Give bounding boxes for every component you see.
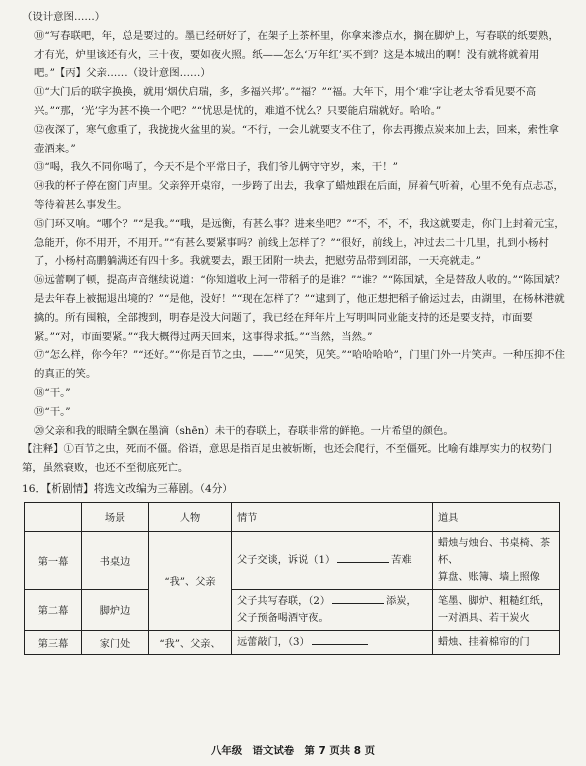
page-footer: 八年级 语文试卷 第 7 页共 8 页 xyxy=(210,745,375,757)
plot-line-2: 父子预备喝酒守夜。 xyxy=(237,612,329,624)
plot-text: 远蕾敲门，（3） xyxy=(237,636,310,648)
paragraph-11: ⑪“大门后的联字换换，就用‘烟伏启瑞，多，多福兴邦’。”“福？”“福。大年下，用个‘难’字让老太爷看见要不高兴。”“那，‘光’字为甚不换一个吧？”“忧思是忧的，难道不忧么？只要能启瑞就好。哈哈。” xyxy=(34,86,537,117)
props-cell xyxy=(433,531,560,589)
question-16: 16．【析剧情】将选文改编为三幕剧。（4分） xyxy=(22,482,233,495)
paragraph-13: ⑬“喝，我久不同你喝了，今天不是个平常日子，我们爷儿俩守守岁，来，干！” xyxy=(34,161,398,174)
props-cell xyxy=(433,589,560,630)
table-row xyxy=(25,630,560,654)
people-cell: “我”、父亲 xyxy=(149,531,232,630)
act-label: 第一幕 xyxy=(25,531,82,589)
people-cell: “我”、父亲、 xyxy=(149,630,232,654)
paragraph-10: ⑩“写春联吧，年，总是要过的。墨已经研好了，在架子上茶杯里，你拿来渗点水，搁在脚炉上，写春联的纸要熟，才有光，炉里该还有火，三十夜，要如夜火照。纸——怎么‘万年红’买不到？这是本城出的啊！没有就将就着用吧。”【丙】父亲……（设计意图……） xyxy=(34,29,559,80)
paragraph-15: ⑮门环又响。“哪个？”“是我。”“哦，是远衡，有甚么事？进来坐吧？”“不，不，不，我这就要走，你门上封着元宝，急能开，你不用开，不用开。”“有甚么要紧事吗？前线上怎样了？”“很好，前线上，冲过去二十几里，扎到小杨村了，小杨村高鹏躺满还有四十多。我就要去，跟王团附一块去，把慰劳品带到团部，一天亮就走。” xyxy=(34,217,565,268)
plot-text-end: 添炭， xyxy=(386,595,417,607)
table-header-people: 人物 xyxy=(149,502,232,531)
answer-blank-1[interactable] xyxy=(337,562,389,563)
props-line: 蜡烛与烛台、书桌椅、茶杯、 xyxy=(438,537,551,566)
plot-text-end: 苦难 xyxy=(391,554,412,566)
table-header-cell xyxy=(25,502,82,531)
plot-text: 父子共写春联，（2） xyxy=(237,595,331,607)
props-cell xyxy=(433,630,560,654)
plot-cell xyxy=(232,531,433,589)
table-header-plot: 情节 xyxy=(232,502,433,531)
paragraph-18: ⑱“干。” xyxy=(34,386,71,399)
paragraph-12: ⑫夜深了，寒气愈重了，我拢拢火盆里的炭。“不行，一会儿就要支不住了，你去再搬点炭来加上去，回来，索性拿壶酒来。” xyxy=(34,123,559,155)
answer-blank-3[interactable] xyxy=(312,644,368,645)
paragraph-19: ⑲“干。” xyxy=(34,405,71,418)
props-line: 笔墨、脚炉、粗糙红纸， xyxy=(438,595,551,607)
plot-text: 父子交谈，诉说（1） xyxy=(237,554,336,566)
plot-cell xyxy=(232,589,433,630)
design-intent-line: （设计意图……） xyxy=(22,11,106,23)
answer-blank-2[interactable] xyxy=(332,603,384,604)
scene-cell: 书桌边 xyxy=(82,531,149,589)
paragraph-17: ⑰“怎么样，你今年？”“还好。”“你是百节之虫，——”“见笑，见笑。”“哈哈哈哈”，门里门外一片笑声。一种压抑不住的真正的笑。 xyxy=(34,349,566,381)
table-row xyxy=(25,589,560,630)
table-header-row xyxy=(25,502,560,531)
props-line: 蜡烛、挂着棉帘的门 xyxy=(438,636,530,648)
plot-cell xyxy=(232,630,433,654)
scene-cell: 脚炉边 xyxy=(82,589,149,630)
drama-table xyxy=(24,502,560,655)
table-header-props: 道具 xyxy=(433,502,560,531)
act-label: 第三幕 xyxy=(25,630,82,654)
scene-cell: 家门处 xyxy=(82,630,149,654)
act-label: 第二幕 xyxy=(25,589,82,630)
paragraph-20: ⑳父亲和我的眼睛全飘在墨滴（shēn）未干的春联上，春联非常的鲜艳。一片希望的颜色。 xyxy=(34,424,454,437)
props-line: 一对酒具、若干炭火 xyxy=(438,612,530,624)
table-header-scene: 场景 xyxy=(82,502,149,531)
table-row xyxy=(25,531,560,589)
props-line: 算盘、账簿、墙上照像 xyxy=(438,571,540,583)
annotation-note: 【注释】①百节之虫，死而不僵。俗语，意思是指百足虫被斩断，也还会爬行，不至僵死。比喻有雄厚实力的权势门第，虽然衰败，也还不至彻底死亡。 xyxy=(22,443,552,475)
paragraph-16: ⑯远蕾啊了顿，提高声音继续说道：“你知道收上河一带稻子的是谁？”“谁？”“陈国斌，全是替敌人收的。”“陈国斌？是去年春上被掘退出境的？”“是他，没好！”“现在怎样了？”“逮到了，他正想把稻子偷运过去，由湖里，在杨林港就擒的。所有囤粮，全部搜到，明春是没大问题了，我已经在拜年片上写明叫同业能支持的还是要支持，市面要紧。”“对，市面要紧。”“我大概得过两天回来，这事得求抵。”“当然，当然。” xyxy=(34,274,565,343)
paragraph-14: ⑭我的杯子停在窗门声里。父亲猝开桌帘，一步跨了出去，我拿了蜡烛跟在后面，屏着气听着，心里不免有点忐忑，等待着甚么事发生。 xyxy=(34,180,564,211)
